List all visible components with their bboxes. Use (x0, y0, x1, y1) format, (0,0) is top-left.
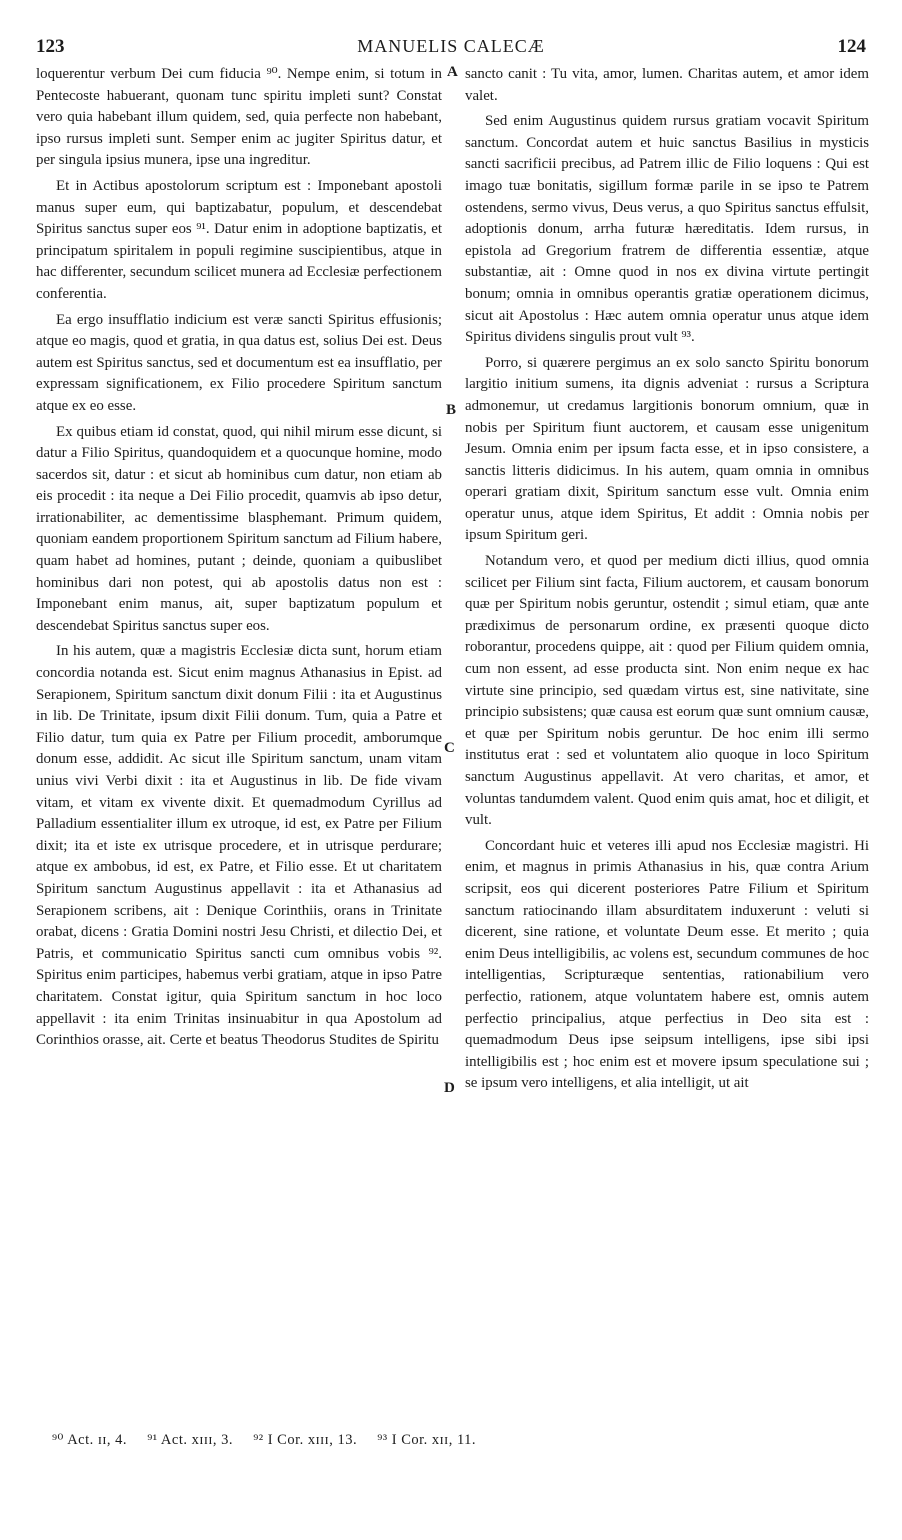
left-column (36, 64, 442, 1052)
left-paragraph: In his autem, quæ a magistris Ecclesiæ dicta sunt, horum etiam concordia notanda est. Sicut enim magnus Athanasius in Epist. ad Serapionem, Spiritum sanctum dixit donum Filii : ita et Augustinus in lib. De Trinitate, ipsum dixit Filii donum. Tum, quia a Patre et Filio datur, tum quia ex Patre per Filium procedit, amborumque donum esse, addidit. Ac sicut ille Spiritum sanctum, unam vitam unius vivi Verbi dixit : ita et Augustinus in lib. De fide vivam vitam, et vitam ex vivente dixit. Et quemadmodum Cyrillus ad Palladium essentialiter illum ex utroque, id est, ex Patre per Filium dixit; ita et iste ex utrisque procedere, et in utrisque perdurare; atque ex ambobus, id est, ex Patre, et Filio esse. Et ut charitatem Spiritum sanctum Augustinus appellavit : ita et Athanasius ad Serapionem scribens, ait : Denique Corinthiis, orans in Trinitate orabat, dicens : Gratia Domini nostri Jesu Christi, et dilectio Dei, et Patris, et communicatio Spiritus sancti cum omnibus vobis ⁹². Spiritus enim participes, habemus verbi gratiam, atque in ipso Patre charitatem. Constat igitur, quia Spiritum sanctum in hoc loco appellavit : ita enim Trinitas insinuabitur in qua Apostolum ad Corinthios orasse, ait. Certe et beatus Theodorus Studites de Spiritu (36, 643, 442, 1049)
footnote: ⁹¹ Act. xɪɪɪ, 3. (147, 1432, 234, 1448)
right-paragraph: Concordant huic et veteres illi apud nos Ecclesiæ magistri. Hi enim, et magnus in primis Athanasius in his, quæ contra Arium scripsit, eos qui dicerent posteriores Patre Filium et Spiritum sanctum ratiocinando illam absurditatem induxerunt : veluti si dicerent, sine ratione, et voluntate Deum esse. Et merito ; quia enim Deus intelligibilis, ac volens est, secundum communes de hoc intelligentias, Scripturæque sententias, rationabilium vero perfectio, rationem, atque voluntatem habere est, omnis autem perfectio principalius, atque perfectius in Deo sita est : quemadmodum Deus ipse seipsum intelligens, ipse sibi ipsi intelligibilis est ; hoc enim est et movere ipsum speculatione sui ; se ipsum vero intelligens, et alia intelligit, ut ait (465, 837, 869, 1092)
page-header (0, 36, 902, 60)
page-number-right: 124 (837, 36, 866, 57)
right-paragraph: Notandum vero, et quod per medium dicti illius, quod omnia scilicet per Filium sint facta, Filium auctorem, et causam bonorum quæ per Spiritum nobis geruntur, ostendit ; simul etiam, quæ ante prædiximus de personarum ordine, ex præsenti quoque dicto roborantur, procedens quippe, ait : quod per Filium quidem omnia, cum non essent, ad esse producta sint. Non enim neque ex hac virtute sine principio, sed quædam virtus est, sine nativitate, sine principio subsistens; quæ causa est eorum quæ sunt omnium causæ, et quæ per Spiritum nobis geruntur. De hoc enim illi sermo institutus erat : sed et voluntatem alio quoque in loco Spiritum sanctum Augustinus appellavit. At vero charitas, et amor, et voluntas tandumdem valent. Quod enim quis amat, hoc et diligit, et vult. (465, 553, 869, 829)
footnote: ⁹³ I Cor. xɪɪ, 11. (377, 1432, 477, 1448)
footnotes (52, 1432, 872, 1449)
margin-marker-b: B (446, 402, 457, 418)
left-paragraph: Et in Actibus apostolorum scriptum est : Imponebant apostoli manus super eum, qui baptizabatur, populum, et descendebat Spiritus sanctus super eos ⁹¹. Datur enim in adoptione baptizatis, et principatum spiritalem in populi regimine suscipientibus, atque in hac differenter, secundum scilicet munera ad Ecclesiæ perfectionem conferentia. (36, 177, 442, 302)
left-paragraph: Ex quibus etiam id constat, quod, qui nihil mirum esse dicunt, si datur a Filio Spiritus, quandoquidem et a quocunque homine, modo sacerdos sit, datur : et sicut ab hominibus cum datur, non etiam ab eis procedit : ita neque a Dei Filio procedit, quamvis ab ipso detur, irrationabiliter, ac dementissime blasphemant. Primum quidem, quoniam eandem proportionem Spiritum sanctum ad Filium habere, quam habet ad homines, putant ; deinde, quoniam a quibuslibet hominibus dari non potest, qui ab apostolis datus non est : Imponebant enim manus, ait, super baptizatum populum et descendebat Spiritus sanctus super eos. (36, 423, 442, 634)
margin-marker-c: C (444, 740, 455, 756)
right-paragraph: Sed enim Augustinus quidem rursus gratiam vocavit Spiritum sanctum. Concordat autem et huic sanctus Basilius in mysticis sancti sacrificii precibus, ad Patrem illic de Filio loquens : Qui est imago tuæ bonitatis, sigillum formæ parile in se ipso te Patrem ostendens, sermo vivus, Deus verus, a quo Spiritus sanctus effulsit, adoptionis donum, arrha futuræ hæreditatis. Idem rursus, in epistola ad Gregorium fratrem de differentia essentiæ, atque substantiæ, ait : Omne quod in nos ex divina virtute pertingit bonum; omnia in omnibus operantis gratiæ operationem dicimus, sicut ait Apostolus : Hæc autem omnia operatur unus atque idem Spiritus dividens singulis prout vult ⁹³. (465, 113, 869, 346)
right-paragraph: Porro, si quærere pergimus an ex solo sancto Spiritu bonorum largitio initium sumens, ita dignis adveniat : rursus a Scriptura admonemur, ut credamus largitionis bonorum omnium, quæ in nobis per Spiritum fiunt auctorem, et causam esse unigenitum Jesum. Omnia enim per ipsum facta esse, et in ipso consistere, a sanctis litteris didicimus. In his autem, quam omnia in omnibus operari gratiam dixit, Spiritum sanctum esse vult. Omnia enim operatur unus, atque idem Spiritus, Et addit : Omnia nobis per ipsum Spiritum geri. (465, 354, 869, 544)
left-paragraph: loquerentur verbum Dei cum fiducia ⁹⁰. Nempe enim, si totum in Pentecoste habuerant, quonam tunc spiritu impleti sunt? Constat vero quia habebant illum quidem, sed, quia perfecte non habebant, ipso rursus impleti sunt. Semper enim ac jugiter Spiritus datur, et per singula ipsius munera, ipse una ingreditur. (36, 66, 442, 169)
footnote: ⁹⁰ Act. ɪɪ, 4. (52, 1432, 128, 1448)
footnote: ⁹² I Cor. xɪɪɪ, 13. (253, 1432, 358, 1448)
margin-marker-a: A (447, 64, 458, 80)
running-title: MANUELIS CALECÆ (357, 36, 545, 56)
margin-marker-d: D (444, 1080, 455, 1096)
left-paragraph: Ea ergo insufflatio indicium est veræ sancti Spiritus effusionis; atque eo magis, quod et gratia, in qua datus est, solius Dei est. Deus autem est Spiritus sanctus, sed et documentum est ea insufflatio, per expressam significationem, ex Filio procedere Spiritum sanctum atque ex eo esse. (36, 311, 442, 414)
page-number-left: 123 (36, 36, 65, 57)
right-column (465, 64, 869, 1095)
right-paragraph: sancto canit : Tu vita, amor, lumen. Charitas autem, et amor idem valet. (465, 66, 869, 104)
